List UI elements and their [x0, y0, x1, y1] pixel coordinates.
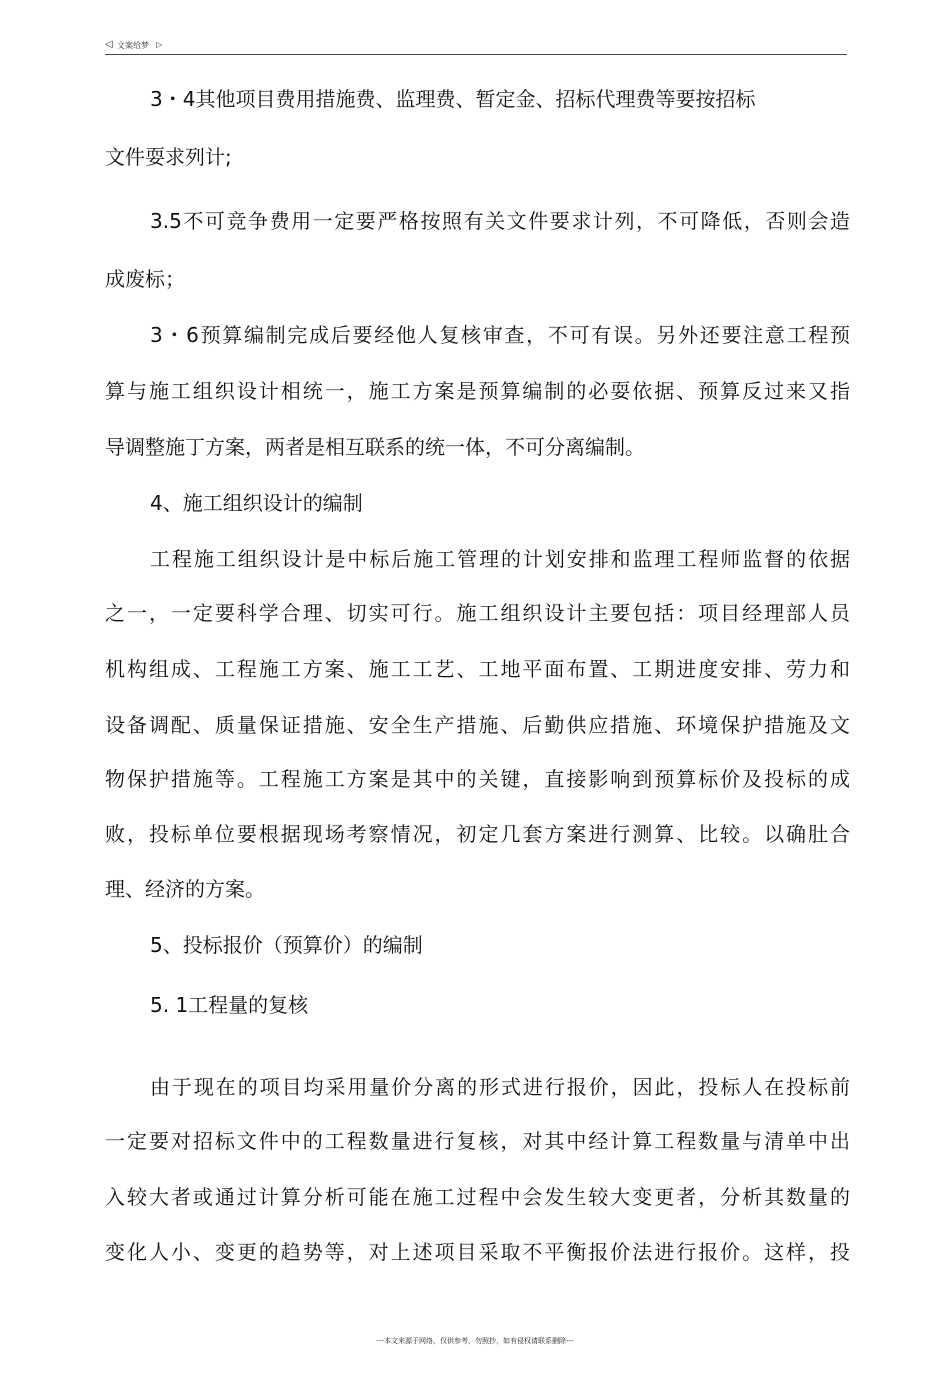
right-triangle-icon: ▷ [156, 40, 163, 49]
text-line: 算与施工组织设计相统一，施工方案是预算编制的必耍依据、预算反过来又指 [105, 379, 850, 403]
text-line: 一定要对招标文件中的工程数量进行复核，对其中经计算工程数量与清单中出 [105, 1129, 850, 1153]
text-line: 设备调配、质量保证措施、安全生产措施、后勤供应措施、环境保护措施及文 [105, 713, 850, 737]
text-line: 3・4其他项目费用措施费、监理费、暂定金、招标代理费等要按招标 [150, 87, 756, 111]
text-line: 理、经济的方案。 [105, 877, 265, 901]
text-line: 文件耍求列计; [105, 145, 232, 169]
text-line: 工程施工组织设计是中标后施工管理的计划安排和监理工程师监督的依据 [150, 547, 850, 571]
left-triangle-icon: ◁ [105, 39, 113, 50]
page-header [105, 38, 847, 55]
text-line: 败，投标单位要根据现场考察情况，初定几套方案进行测算、比较。以确肚合 [105, 822, 850, 846]
text-line: 之一，一定要科学合理、切实可行。施工组织设计主要包括：项目经理部人员 [105, 601, 850, 625]
subsection-heading: 5. 1工程量的复核 [150, 993, 309, 1017]
text-line: 3・6预算编制完成后要经他人复核审查，不可有误。另外还要注意工程预 [150, 323, 850, 347]
text-line: 3.5不可竞争费用一定要严格按照有关文件要求计列，不可降低，否则会造 [150, 209, 850, 233]
header-brand: 文案给梦 [117, 41, 149, 50]
section-heading: 5、投标报价（预算价）的编制 [150, 933, 423, 957]
text-line: 物保护措施等。工程施工方案是其中的关键，直接影响到预算标价及投标的成 [105, 767, 850, 791]
text-line: 由于现在的项目均采用量价分离的形式进行报价，因此，投标人在投标前 [150, 1075, 850, 1099]
page-footer: ---本文来源于网络，仅供参考，勿照抄，如有侵权请联系删除--- [376, 1337, 574, 1345]
text-line: 机构组成、工程施工方案、施工工艺、工地平面布置、工期进度安排、劳力和 [105, 657, 850, 681]
text-line: 入较大者或通过计算分析可能在施工过程中会发生较大变更者，分析其数量的 [105, 1185, 850, 1209]
text-line: 成废标； [105, 267, 185, 291]
section-heading: 4、施工组织设计的编制 [150, 491, 363, 515]
text-line: 导调整施丁方案，两者是相互联系的统一体，不可分离编制。 [105, 435, 645, 459]
text-line: 变化人小、变更的趋势等，对上述项目采取不平衡报价法进行报价。这样，投 [105, 1240, 850, 1264]
